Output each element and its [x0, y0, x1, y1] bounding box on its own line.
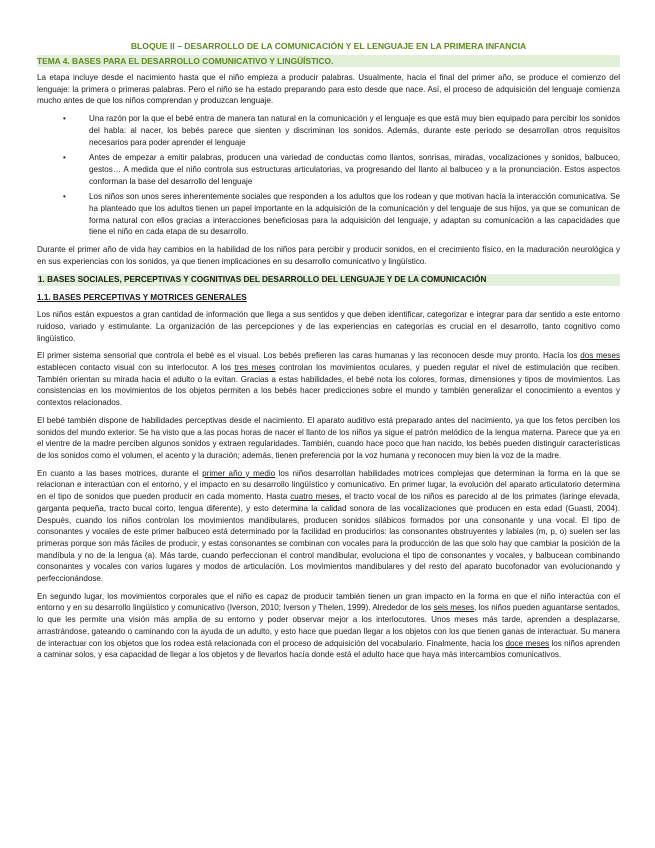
paragraph-vision — [37, 350, 620, 409]
summary-paragraph: Durante el primer año de vida hay cambios en la habilidad de los niños para percibir y producir sonidos, en el crecimiento físico, en la maduración neurológica y en sus experiencias con los sonidos, ya que tienen implicaciones en su desarrollo comunicativo y lingüístico. — [37, 245, 620, 266]
document-title: BLOQUE II – DESARROLLO DE LA COMUNICACIÓN Y EL LENGUAJE EN LA PRIMERA INFANCIA — [130, 41, 527, 51]
intro-paragraph: La etapa incluye desde el nacimiento hasta que el niño empieza a producir palabras. Usualmente, hacia el final del primer año, se produce el comienzo del lenguaje: la primera o primeras palabras. Pero el niño se ha estado preparando para esto desde que nace. Así, el proceso de adquisición del lenguaje comienza mucho antes de que los niños comprendan y produzcan lenguaje. — [37, 73, 620, 106]
text-run: , los niños pueden aguantarse sentados, lo que les permite una visión más amplia de su entorno y poder observar mejor a los interlocutores. Unos meses más tarde, aprenden a desplazarse, arrastrándose, gateando o caminando con la ayuda de un adulto, y esto hace que puedan llegar a los objetos con los que tienen ganas de interactuar. Su manera de interactuar con los objetos que los rodea está relacionada con el proceso de adquisición del vocabulario. Finalmente, hacia los — [37, 603, 621, 648]
paragraph-motor — [37, 468, 620, 585]
underlined-term: doce meses — [505, 638, 550, 648]
document-page — [37, 40, 620, 667]
text-run: los niños aprenden a caminar solos, y esa capacidad de llegar a los objetos y de llevarlos hacía donde está el adulto hace que haya más intercambios comunicativos. — [37, 638, 621, 660]
bullet-list — [37, 113, 620, 238]
underlined-term: seis meses — [433, 603, 475, 613]
chapter-heading: TEMA 4. BASES PARA EL DESARROLLO COMUNICATIVO Y LINGÜÍSTICO. — [37, 55, 620, 67]
list-item: • Una razón por la que el bebé entra de manera tan natural en la comunicación y el lenguaje es que está muy bien equipado para percibir los sonidos del habla: al nacer, los bebés parece que sienten y discriminan los sonidos. Además, durante este periodo se desarrollan otros requisitos necesarios para poder aprender el lenguaje — [89, 113, 620, 148]
list-item: • Antes de empezar a emitir palabras, producen una variedad de conductas como llantos, sonrisas, miradas, vocalizaciones y sonidos, balbuceo, gestos… A medida que el niño controla sus estructuras articulatorias, va progresando del llanto al balbuceo y a la pronunciación. Estos aspectos conforman la base del desarrollo del lenguaje — [89, 152, 620, 187]
underlined-term: cuatro meses — [290, 492, 340, 502]
paragraph-perception: Los niños están expuestos a gran cantidad de información que llega a sus sentidos y que deben identificar, categorizar e integrar para dar sentido a este entorno ruidoso, variado y estimulante. La organización de las percepciones y de las experiencias en categorías es crucial en el desarrollo, tanto cognitivo como lingüístico. — [37, 310, 620, 343]
text-run: El primer sistema sensorial que controla el bebé es el visual. Los bebés prefieren las caras humanas y las reconocen desde muy pronto. Hacía los — [37, 351, 581, 361]
text-run: En cuanto a las bases motrices, durante el — [37, 468, 203, 478]
text-run: establecen contacto visual con su interlocutor. A los — [37, 363, 235, 373]
paragraph-hearing: El bebé también dispone de habilidades perceptivas desde el nacimiento. El aparato auditivo está preparado antes del nacimiento, ya que los fetos perciben los sonidos del mundo exterior. Se ha visto que a las pocas horas de nacer el llanto de los niños ya sigue el patrón melódico de la lengua materna. Parece que ya en el vientre de la madre perciben algunos sonidos y extraen regularidades. También, cuando hace poco que han nacido, los bebés pueden distinguir características de los sonidos como el volumen, el acento y la duración; además, tienen preferencia por la voz humana y reconocen muy bien la voz de la madre. — [37, 415, 620, 460]
paragraph-body-movement — [37, 591, 620, 661]
underlined-term: tres meses — [234, 363, 276, 373]
subsection-heading: 1.1. BASES PERCEPTIVAS Y MOTRICES GENERALES — [37, 292, 247, 302]
text-run: , el tracto vocal de los niños es parecido al de los primates (laringe elevada, garganta pequeña, tracto bucal corto, lengua diferente), y esto determina la calidad sonora de las vocalizaciones que producen en esta edad (Guasti, 2004). Después, cuando los niños controlan los movimientos mandibulares, producen sonidos silábicos formados por una consonante y una vocal. El tipo de consonantes y vocales de este primer balbuceo está determinado por la facilidad en producirlos: las consonantes obstruyentes y labiales (m, p, o) suelen ser las primeras porque son más fáciles de producir, y estas consonantes se combinan con vocales para la producción de las que solo hay que cambiar la posición de la mandíbula y no de la lengua (a). Más tarde, cuando perfeccionan el control mandibular, evoluciona el tipo de consonantes y vocales, y balbucean combinando consonantes y vocales con varios lugares y modos de articulación. Los movimientos mandibulares y del resto del aparato bucofonador van evolucionando y perfeccionándose. — [37, 492, 620, 584]
underlined-term: primer año y medio — [202, 468, 276, 478]
text-run: En segundo lugar, los movimientos corporales que el niño es capaz de producir también tienen un gran impacto en la forma en que el niño interactúa con el entorno y en su desarrollo lingüístico y comunicativo (Iverson, 2010; Iverson y Thelen, 1999). Alrededor de los — [37, 591, 620, 613]
text-run: los niños desarrollan habilidades motrices complejas que determinan la forma en la que se relacionan e interactúan con el entorno, y el impacto en su desarrollo lingüístico y comunicativo. En primer lugar, la evolución del aparato articulatorio determina en el tipo de sonidos que pueden producir en cada momento. Hasta — [37, 468, 621, 502]
text-run: controlan los movimientos oculares, y pueden regular el nivel de estimulación que reciben. También orientan su mirada hacia el adulto o la evitan. Gracias a estas habilidades, el bebé nota los colores, formas, dimensiones y tipos de movimientos. Las consistencias en los movimientos de los objetos permiten a los bebés hacer predicciones sobre el mundo y también generalizar el conocimiento a eventos y contextos relacionados. — [37, 363, 620, 408]
list-item: • Los niños son unos seres inherentemente sociales que responden a los adultos que los rodean y que motivan hacía la interacción comunicativa. Se ha planteado que los adultos tienen un papel importante en la adquisición de la comunicación y del lenguaje de sus hijos, ya que se comunican de forma natural con ellos gracias a interacciones beneficiosas para la adquisición del lenguaje, y adaptan su comunicación a las capacidades que tiene el niño en cada etapa de su desarrollo. — [89, 191, 620, 238]
section-heading: 1. BASES SOCIALES, PERCEPTIVAS Y COGNITIVAS DEL DESARROLLO DEL LENGUAJE Y DE LA COMUNICACIÓN — [37, 274, 620, 286]
underlined-term: dos meses — [580, 351, 621, 361]
